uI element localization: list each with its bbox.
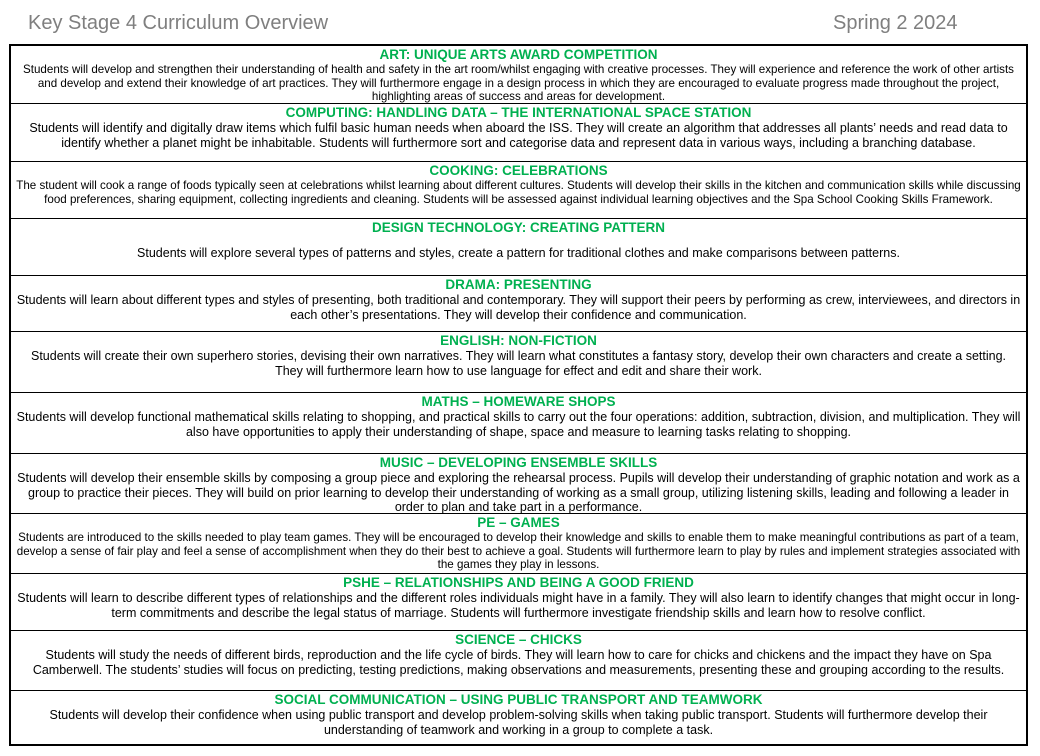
subject-row-social-communication	[11, 691, 1026, 746]
subject-row-music	[11, 454, 1026, 514]
curriculum-table	[9, 44, 1028, 746]
subject-title-design-technology: DESIGN TECHNOLOGY: CREATING PATTERN	[372, 220, 665, 235]
subject-row-computing	[11, 104, 1026, 162]
document-term: Spring 2 2024	[833, 12, 958, 34]
subject-description-science: Students will study the needs of different birds, reproduction and the life cycle of birds. They will learn how to care for chicks and chickens and the impact they have on Spa Camberwell. The students’ studies will focus on predicting, testing predictions, making observations and measurements, presenting these and grouping according to the results.	[32, 648, 1005, 677]
subject-title-science: SCIENCE – CHICKS	[455, 632, 582, 647]
document-header	[0, 0, 1040, 44]
subject-row-drama	[11, 276, 1026, 332]
subject-row-design-technology	[11, 219, 1026, 276]
subject-description-music: Students will develop their ensemble skills by composing a group piece and exploring the rehearsal process. Pupils will develop their understanding of graphic notation and work as a group to practice their pieces. They will build on prior learning to develop their understanding of working as a small group, utilizing listening skills, leading and following a leader in order to plan and take part in a performance.	[17, 471, 1020, 514]
subject-title-english: ENGLISH: NON-FICTION	[440, 333, 597, 348]
subject-description-english: Students will create their own superhero stories, devising their own narratives. They will learn what constitutes a fantasy story, develop their own characters and create a setting. They will furthermore learn how to use language for effect and edit and share their work.	[30, 349, 1007, 378]
subject-title-drama: DRAMA: PRESENTING	[445, 277, 592, 292]
subject-row-science	[11, 631, 1026, 691]
subject-title-art: ART: UNIQUE ARTS AWARD COMPETITION	[379, 47, 658, 62]
subject-row-art	[11, 46, 1026, 104]
subject-description-pe: Students are introduced to the skills needed to play team games. They will be encouraged to develop their knowledge and skills to enable them to make meaningful contributions as part of a team, develop a sense of fair play and feel a sense of accomplishment when they do their best to achieve a goal. Students will furthermore learn to play by rules and implement strategies associated with the games they play in lessons.	[16, 531, 1021, 572]
subject-row-cooking	[11, 162, 1026, 219]
subject-description-cooking: The student will cook a range of foods typically seen at celebrations whilst learning about different cultures. Students will develop their skills in the kitchen and communication skills while discussing food preferences, sharing equipment, collecting ingredients and cleaning. Students will be assessed against individual learning objectives and the Spa School Cooking Skills Framework.	[16, 179, 1021, 206]
subject-description-drama: Students will learn about different types and styles of presenting, both traditional and contemporary. They will support their peers by performing as crew, interviewees, and directors in each other’s presentations. They will develop their confidence and communication.	[16, 293, 1021, 322]
document-title: Key Stage 4 Curriculum Overview	[28, 12, 329, 34]
subject-title-maths: MATHS – HOMEWARE SHOPS	[421, 394, 616, 409]
subject-title-computing: COMPUTING: HANDLING DATA – THE INTERNATIONAL SPACE STATION	[285, 105, 752, 120]
subject-title-cooking: COOKING: CELEBRATIONS	[429, 163, 608, 178]
subject-description-art: Students will develop and strengthen their understanding of health and safety in the art room/whilst engaging with creative processes. They will experience and reference the work of other artists and develop and extend their knowledge of art practices. They will furthermore engage in a design process in which they are encouraged to evaluate progress made throughout the project, highlighting areas of success and areas for development.	[23, 63, 1014, 104]
subject-description-pshe: Students will learn to describe different types of relationships and the different roles individuals might have in a family. They will also learn to identify changes that might occur in long-term commitments and describe the legal status of marriage. Students will furthermore investigate friendship skills and learn how to resolve conflict.	[17, 591, 1020, 620]
subject-title-social-communication: SOCIAL COMMUNICATION – USING PUBLIC TRANSPORT AND TEAMWORK	[274, 692, 763, 707]
subject-description-design-technology: Students will explore several types of patterns and styles, create a pattern for traditional clothes and make comparisons between patterns.	[137, 246, 900, 260]
subject-row-maths	[11, 393, 1026, 454]
subject-description-computing: Students will identify and digitally draw items which fulfil basic human needs when aboard the ISS. They will create an algorithm that addresses all plants’ needs and read data to identify whether a planet might be inhabitable. Students will furthermore sort and categorise data and represent data in various ways, including a branching database.	[29, 121, 1008, 150]
subject-row-english	[11, 332, 1026, 393]
subject-description-social-communication: Students will develop their confidence when using public transport and develop problem-solving skills when taking public transport. Students will furthermore develop their understanding of teamwork and working in a group to complete a task.	[49, 708, 988, 737]
subject-title-pe: PE – GAMES	[477, 515, 560, 530]
subject-row-pshe	[11, 574, 1026, 631]
subject-title-pshe: PSHE – RELATIONSHIPS AND BEING A GOOD FRIEND	[343, 575, 694, 590]
subject-row-pe	[11, 514, 1026, 574]
subject-description-maths: Students will develop functional mathematical skills relating to shopping, and practical skills to carry out the four operations: addition, subtraction, division, and multiplication. They will also have opportunities to apply their understanding of shape, space and measure to learning tasks relating to shopping.	[16, 410, 1021, 439]
subject-title-music: MUSIC – DEVELOPING ENSEMBLE SKILLS	[379, 455, 658, 470]
